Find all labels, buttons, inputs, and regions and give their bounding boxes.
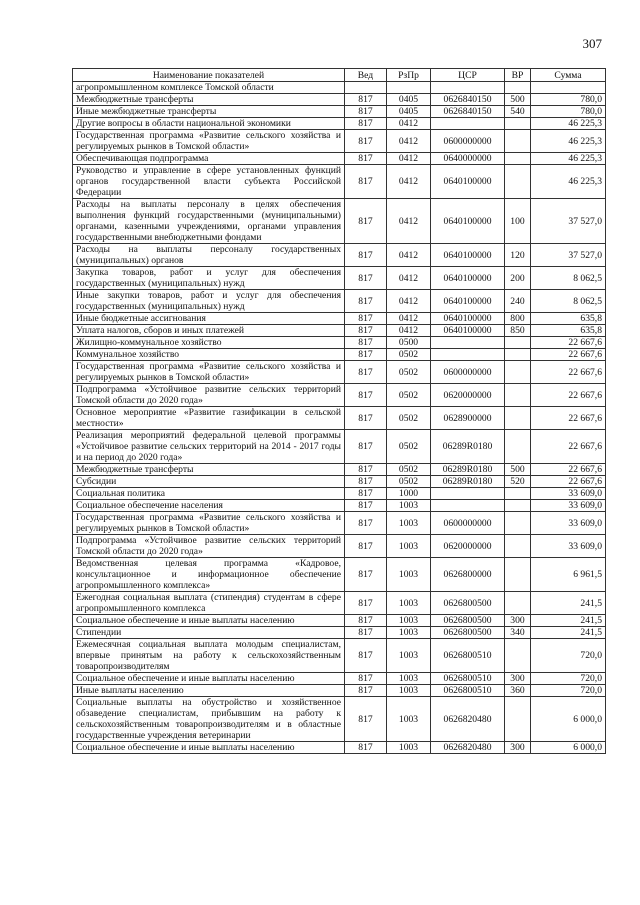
cell-ved: 817 [345,384,387,407]
table-row [73,535,606,558]
cell-sum: 33 609,0 [531,535,606,558]
table-row [73,153,606,165]
header-sum: Сумма [531,69,606,82]
cell-rzpr: 0500 [387,337,431,349]
cell-name: Руководство и управление в сфере установленных функций органов государственной власти субъекта Российской Федерации [73,165,345,199]
table-row [73,430,606,464]
cell-rzpr: 0502 [387,430,431,464]
cell-name: Межбюджетные трансферты [73,94,345,106]
table-row [73,488,606,500]
cell-rzpr: 1003 [387,535,431,558]
cell-ved: 817 [345,673,387,685]
cell-rzpr: 0412 [387,290,431,313]
table-row [73,558,606,592]
cell-rzpr: 0412 [387,130,431,153]
cell-ved: 817 [345,199,387,244]
cell-ved: 817 [345,165,387,199]
budget-table [72,68,606,754]
cell-rzpr: 0412 [387,118,431,130]
cell-csr: 0626800500 [431,592,505,615]
cell-name: Иные бюджетные ассигнования [73,313,345,325]
cell-vr [505,165,531,199]
cell-rzpr: 1003 [387,685,431,697]
cell-name: Ежегодная социальная выплата (стипендия) студентам в сфере агропромышленного комплекса [73,592,345,615]
cell-rzpr: 1003 [387,627,431,639]
cell-vr [505,118,531,130]
cell-rzpr: 1003 [387,558,431,592]
cell-ved: 817 [345,639,387,673]
cell-sum: 720,0 [531,673,606,685]
cell-name: Стипендии [73,627,345,639]
cell-csr: 0620000000 [431,535,505,558]
cell-name: Жилищно-коммунальное хозяйство [73,337,345,349]
cell-vr: 360 [505,685,531,697]
cell-vr [505,130,531,153]
cell-ved: 817 [345,742,387,754]
cell-sum: 22 667,6 [531,464,606,476]
cell-csr: 0640000000 [431,153,505,165]
header-ved: Вед [345,69,387,82]
cell-csr: 0628900000 [431,407,505,430]
page-number: 307 [582,36,602,51]
cell-vr: 520 [505,476,531,488]
cell-ved: 817 [345,488,387,500]
cell-vr: 300 [505,742,531,754]
cell-rzpr: 0502 [387,384,431,407]
cell-vr [505,639,531,673]
cell-sum: 720,0 [531,685,606,697]
cell-vr: 540 [505,106,531,118]
cell-csr [431,500,505,512]
table-body [73,82,606,754]
cell-name: Подпрограмма «Устойчивое развитие сельских территорий Томской области до 2020 года» [73,384,345,407]
cell-ved: 817 [345,337,387,349]
cell-vr [505,153,531,165]
cell-csr: 0600000000 [431,512,505,535]
cell-csr: 0626800510 [431,639,505,673]
cell-csr: 0600000000 [431,361,505,384]
cell-csr: 06289R0180 [431,476,505,488]
cell-sum: 33 609,0 [531,488,606,500]
cell-ved: 817 [345,407,387,430]
cell-rzpr: 0502 [387,464,431,476]
cell-name: Расходы на выплаты персоналу в целях обеспечения выполнения функций государственными (муниципальными) органами, казенными учреждениями, органами управления государственными внебюджетными фондами [73,199,345,244]
cell-sum: 8 062,5 [531,267,606,290]
cell-vr: 240 [505,290,531,313]
cell-ved: 817 [345,558,387,592]
cell-rzpr: 0502 [387,361,431,384]
cell-rzpr: 1003 [387,639,431,673]
cell-rzpr: 0502 [387,407,431,430]
table-row [73,130,606,153]
table-row [73,118,606,130]
cell-csr: 0626800500 [431,615,505,627]
cell-rzpr: 0405 [387,106,431,118]
cell-vr: 850 [505,325,531,337]
header-csr: ЦСР [431,69,505,82]
cell-ved: 817 [345,290,387,313]
cell-sum: 6 961,5 [531,558,606,592]
cell-csr: 0626800510 [431,673,505,685]
cell-ved: 817 [345,464,387,476]
table-row [73,685,606,697]
cell-name: Иные закупки товаров, работ и услуг для обеспечения государственных (муниципальных) нужд [73,290,345,313]
table-row [73,165,606,199]
cell-vr [505,349,531,361]
cell-sum: 22 667,6 [531,407,606,430]
table-row [73,384,606,407]
cell-name: агропромышленном комплексе Томской области [73,82,345,94]
table-row [73,592,606,615]
cell-vr: 340 [505,627,531,639]
table-row [73,615,606,627]
cell-name: Уплата налогов, сборов и иных платежей [73,325,345,337]
cell-csr: 0640100000 [431,244,505,267]
table-row [73,290,606,313]
cell-vr: 200 [505,267,531,290]
cell-sum: 37 527,0 [531,199,606,244]
table-row [73,512,606,535]
header-vr: ВР [505,69,531,82]
cell-sum: 46 225,3 [531,153,606,165]
cell-vr [505,430,531,464]
cell-ved: 817 [345,512,387,535]
cell-rzpr: 0502 [387,349,431,361]
table-row [73,464,606,476]
cell-name: Социальное обеспечение и иные выплаты населению [73,742,345,754]
cell-rzpr: 0412 [387,244,431,267]
cell-name: Государственная программа «Развитие сельского хозяйства и регулируемых рынков в Томской области» [73,130,345,153]
cell-csr [431,82,505,94]
cell-ved: 817 [345,349,387,361]
cell-sum: 241,5 [531,627,606,639]
cell-csr: 0640100000 [431,325,505,337]
cell-rzpr: 1003 [387,500,431,512]
cell-sum: 241,5 [531,615,606,627]
table-row [73,407,606,430]
cell-sum: 22 667,6 [531,361,606,384]
cell-vr [505,384,531,407]
cell-ved: 817 [345,697,387,742]
cell-csr: 0626840150 [431,106,505,118]
cell-sum: 46 225,3 [531,130,606,153]
table-row [73,82,606,94]
cell-vr [505,361,531,384]
cell-ved: 817 [345,627,387,639]
cell-name: Основное мероприятие «Развитие газификации в сельской местности» [73,407,345,430]
cell-name: Социальное обеспечение и иные выплаты населению [73,615,345,627]
cell-vr: 100 [505,199,531,244]
cell-csr: 0640100000 [431,290,505,313]
table-row [73,94,606,106]
cell-sum: 22 667,6 [531,476,606,488]
cell-name: Обеспечивающая подпрограмма [73,153,345,165]
cell-vr: 800 [505,313,531,325]
cell-csr [431,349,505,361]
table-row [73,267,606,290]
cell-sum [531,82,606,94]
cell-csr: 0640100000 [431,313,505,325]
cell-name: Подпрограмма «Устойчивое развитие сельских территорий Томской области до 2020 года» [73,535,345,558]
cell-csr: 06289R0180 [431,464,505,476]
cell-rzpr: 1003 [387,615,431,627]
cell-ved: 817 [345,685,387,697]
table-row [73,639,606,673]
cell-vr [505,82,531,94]
table-row [73,244,606,267]
cell-name: Государственная программа «Развитие сельского хозяйства и регулируемых рынков в Томской области» [73,512,345,535]
cell-vr: 120 [505,244,531,267]
cell-vr: 300 [505,673,531,685]
table-row [73,500,606,512]
cell-csr: 0626820480 [431,742,505,754]
table-row [73,697,606,742]
cell-ved: 817 [345,153,387,165]
cell-ved: 817 [345,130,387,153]
cell-ved: 817 [345,118,387,130]
cell-name: Ежемесячная социальная выплата молодым специалистам, впервые принятым на работу к сельскохозяйственным товаропроизводителям [73,639,345,673]
cell-ved: 817 [345,592,387,615]
cell-ved: 817 [345,476,387,488]
cell-vr [505,535,531,558]
cell-name: Субсидии [73,476,345,488]
cell-name: Социальные выплаты на обустройство и хозяйственное обзаведение специалистам, прибывшим на работу к сельскохозяйственным товаропроизводителям и в областные государственные учреждения ветеринарии [73,697,345,742]
table-row [73,627,606,639]
cell-name: Ведомственная целевая программа «Кадровое, консультационное и информационное обеспечение агропромышленного комплекса» [73,558,345,592]
cell-rzpr: 1003 [387,742,431,754]
cell-rzpr: 1003 [387,592,431,615]
cell-csr [431,337,505,349]
cell-sum: 22 667,6 [531,430,606,464]
cell-sum: 22 667,6 [531,337,606,349]
cell-csr [431,488,505,500]
table-row [73,673,606,685]
cell-sum: 720,0 [531,639,606,673]
cell-ved: 817 [345,94,387,106]
cell-sum: 241,5 [531,592,606,615]
cell-name: Другие вопросы в области национальной экономики [73,118,345,130]
cell-name: Коммунальное хозяйство [73,349,345,361]
table-row [73,325,606,337]
cell-ved: 817 [345,500,387,512]
cell-rzpr: 1003 [387,673,431,685]
table-row [73,313,606,325]
cell-rzpr: 0502 [387,476,431,488]
cell-rzpr: 0412 [387,199,431,244]
cell-vr: 300 [505,615,531,627]
cell-rzpr: 0405 [387,94,431,106]
cell-csr: 0640100000 [431,165,505,199]
cell-sum: 635,8 [531,313,606,325]
cell-vr [505,512,531,535]
cell-ved: 817 [345,535,387,558]
cell-ved: 817 [345,615,387,627]
cell-name: Государственная программа «Развитие сельского хозяйства и регулируемых рынков в Томской области» [73,361,345,384]
cell-vr [505,697,531,742]
cell-sum: 635,8 [531,325,606,337]
cell-csr [431,118,505,130]
cell-ved: 817 [345,313,387,325]
cell-csr: 0626800000 [431,558,505,592]
cell-csr: 0626800510 [431,685,505,697]
cell-sum: 46 225,3 [531,165,606,199]
cell-sum: 780,0 [531,94,606,106]
cell-csr: 0640100000 [431,199,505,244]
table-row [73,742,606,754]
cell-rzpr: 1003 [387,512,431,535]
cell-name: Иные выплаты населению [73,685,345,697]
cell-rzpr: 0412 [387,153,431,165]
cell-csr: 0620000000 [431,384,505,407]
cell-vr [505,407,531,430]
cell-ved: 817 [345,430,387,464]
cell-vr [505,558,531,592]
cell-rzpr: 0412 [387,325,431,337]
cell-sum: 33 609,0 [531,512,606,535]
cell-csr: 0600000000 [431,130,505,153]
cell-sum: 780,0 [531,106,606,118]
cell-rzpr: 0412 [387,313,431,325]
cell-vr [505,337,531,349]
cell-ved: 817 [345,361,387,384]
cell-rzpr: 0412 [387,165,431,199]
cell-rzpr: 1003 [387,697,431,742]
table-row [73,361,606,384]
cell-vr [505,592,531,615]
table-header-row [73,69,606,82]
header-name: Наименование показателей [73,69,345,82]
cell-rzpr: 1000 [387,488,431,500]
cell-vr [505,500,531,512]
cell-csr: 0640100000 [431,267,505,290]
cell-rzpr [387,82,431,94]
cell-csr: 0626840150 [431,94,505,106]
table-row [73,199,606,244]
cell-name: Социальное обеспечение населения [73,500,345,512]
cell-sum: 37 527,0 [531,244,606,267]
header-rzpr: РзПр [387,69,431,82]
table-row [73,349,606,361]
cell-sum: 6 000,0 [531,742,606,754]
cell-rzpr: 0412 [387,267,431,290]
cell-name: Межбюджетные трансферты [73,464,345,476]
cell-name: Закупка товаров, работ и услуг для обеспечения государственных (муниципальных) нужд [73,267,345,290]
cell-vr: 500 [505,464,531,476]
cell-ved: 817 [345,244,387,267]
cell-sum: 22 667,6 [531,384,606,407]
cell-ved: 817 [345,325,387,337]
table-row [73,106,606,118]
table-row [73,337,606,349]
cell-name: Расходы на выплаты персоналу государственных (муниципальных) органов [73,244,345,267]
cell-csr: 0626820480 [431,697,505,742]
cell-sum: 33 609,0 [531,500,606,512]
cell-name: Социальное обеспечение и иные выплаты населению [73,673,345,685]
table-row [73,476,606,488]
cell-sum: 8 062,5 [531,290,606,313]
cell-name: Реализация мероприятий федеральной целевой программы «Устойчивое развитие сельских территорий на 2014 - 2017 годы и на период до 2020 года» [73,430,345,464]
cell-vr: 500 [505,94,531,106]
cell-csr: 0626800500 [431,627,505,639]
cell-sum: 6 000,0 [531,697,606,742]
cell-csr: 06289R0180 [431,430,505,464]
cell-name: Социальная политика [73,488,345,500]
cell-sum: 46 225,3 [531,118,606,130]
cell-ved: 817 [345,106,387,118]
cell-name: Иные межбюджетные трансферты [73,106,345,118]
cell-sum: 22 667,6 [531,349,606,361]
cell-ved: 817 [345,267,387,290]
cell-ved [345,82,387,94]
cell-vr [505,488,531,500]
